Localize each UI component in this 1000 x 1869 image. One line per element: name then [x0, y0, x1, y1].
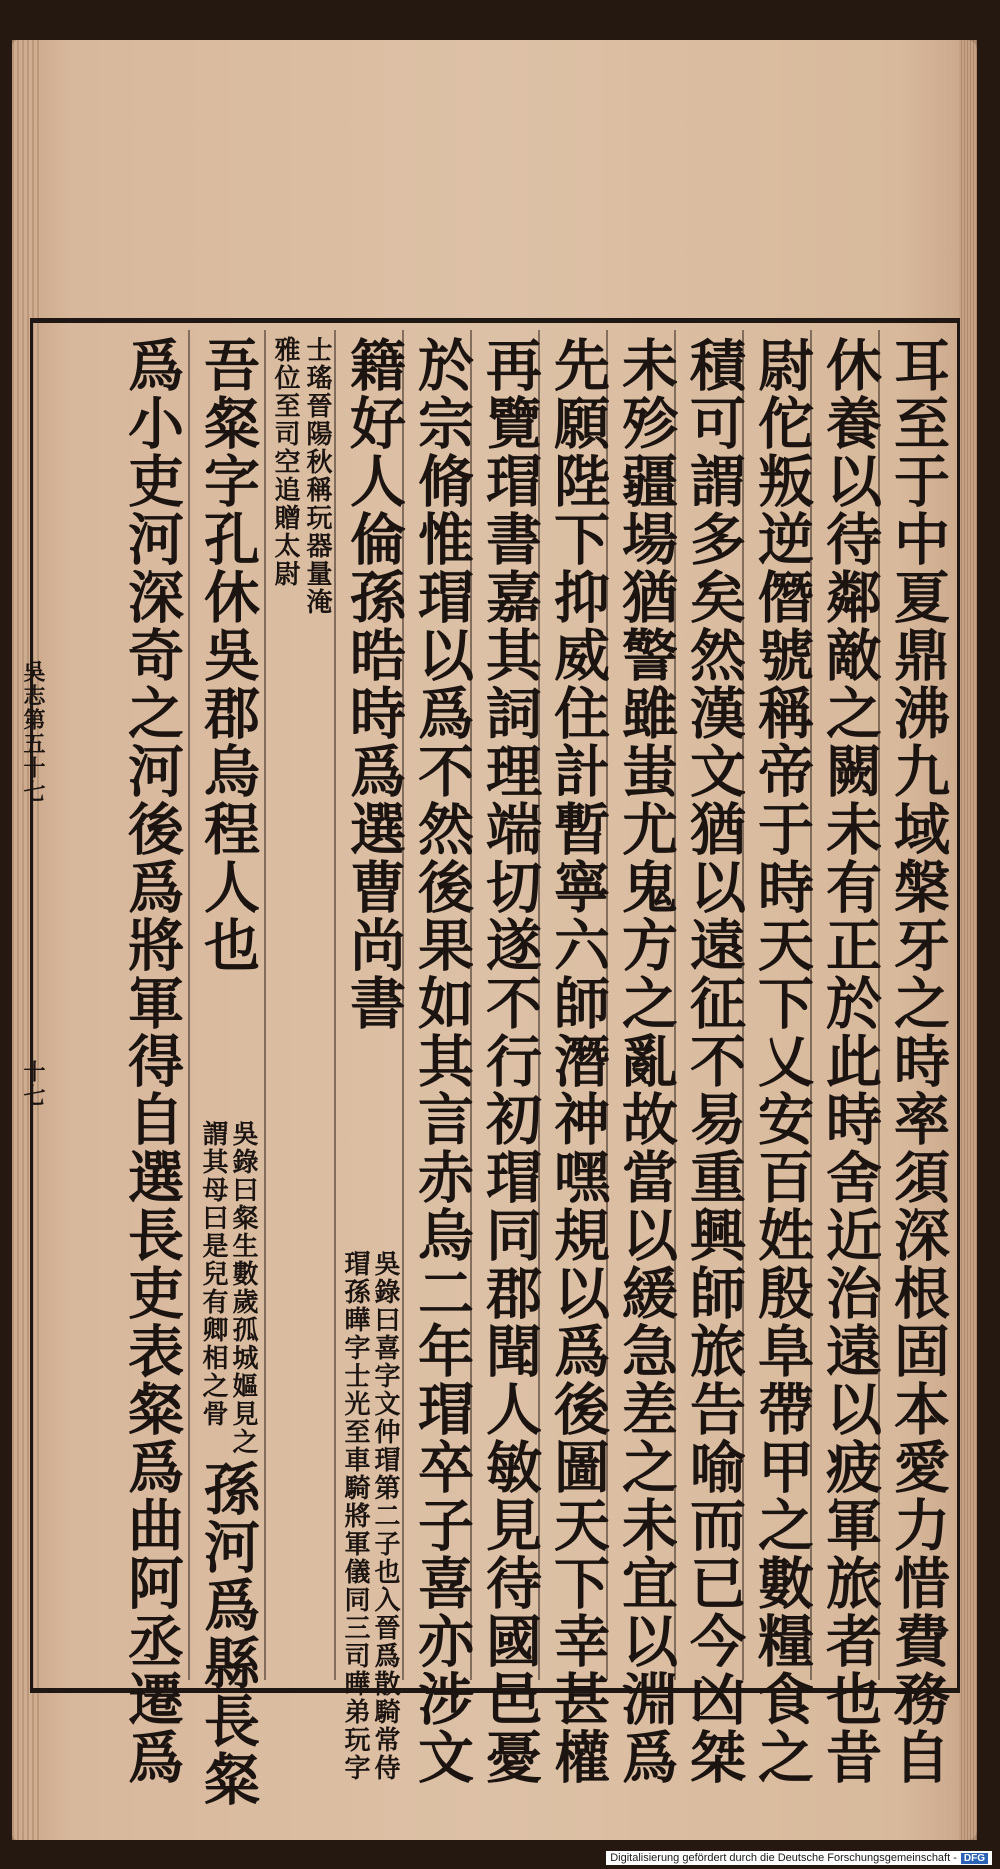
- commentary-line: 謂其母曰是兒有卿相之骨: [198, 1120, 228, 1428]
- text-column-4: 積可謂多矣然漢文猶以遠征不易重興師旅告喻而已今凶桀: [681, 336, 747, 1786]
- commentary-line: 吳錄曰喜字文仲瑁第二子也入晉爲散騎常侍: [370, 1250, 400, 1782]
- text-column-8: 於宗脩惟瑁以爲不然後果如其言赤烏二年瑁卒子喜亦涉文: [409, 336, 475, 1786]
- margin-label: 吳志第五十七: [20, 660, 46, 804]
- text-column-2: 休養以待鄰敵之闕未有正於此時舍近治遠以疲軍旅者也昔: [817, 336, 883, 1786]
- text-column-11: 吾粲字孔休吳郡烏程人也: [195, 336, 261, 974]
- commentary-line: 士瑤晉陽秋稱玩器量淹: [302, 336, 332, 616]
- commentary-line: 瑁孫曄字士光至車騎將軍儀同三司曄弟玩字: [340, 1250, 370, 1782]
- text-column-12: 爲小吏河深奇之河後爲將軍得自選長吏表粲爲曲阿丞遷爲: [119, 336, 185, 1786]
- text-column-3: 尉佗叛逆僭號稱帝于時天下乂安百姓殷阜帶甲之數糧食之: [749, 336, 815, 1786]
- column-rule: [188, 330, 190, 1680]
- text-column-9: 籍好人倫孫晧時爲選曹尚書: [341, 336, 407, 1032]
- credit-text: Digitalisierung gefördert durch die Deutsche Forschungsgemeinschaft -: [610, 1852, 957, 1864]
- column-rule: [264, 330, 266, 1680]
- text-column-5: 未殄疆場猶警雖蚩尤鬼方之亂故當以緩急差之未宜以淵爲: [613, 336, 679, 1786]
- digitization-credit: [606, 1851, 992, 1865]
- text-column-1: 耳至于中夏鼎沸九域槃牙之時率須深根固本愛力惜費務自: [885, 336, 951, 1786]
- dfg-logo: DFG: [961, 1853, 988, 1864]
- page-edge-right: [959, 40, 977, 1840]
- commentary-line: 雅位至司空追贈太尉: [270, 336, 300, 588]
- text-column-6: 先願陛下抑威住計暫寧六師潛神嘿規以爲後圖天下幸甚權: [545, 336, 611, 1786]
- page-number: 十七: [20, 1060, 46, 1108]
- column-rule: [334, 330, 336, 1680]
- text-column-11-cont: 孫河爲縣長粲: [195, 1460, 261, 1808]
- text-block: [20, 330, 951, 1808]
- text-column-7: 再覽瑁書嘉其詞理端切遂不行初瑁同郡聞人敏見待國邑憂: [477, 336, 543, 1786]
- commentary-line: 吳錄曰粲生數歲孤城嫗見之: [228, 1120, 258, 1456]
